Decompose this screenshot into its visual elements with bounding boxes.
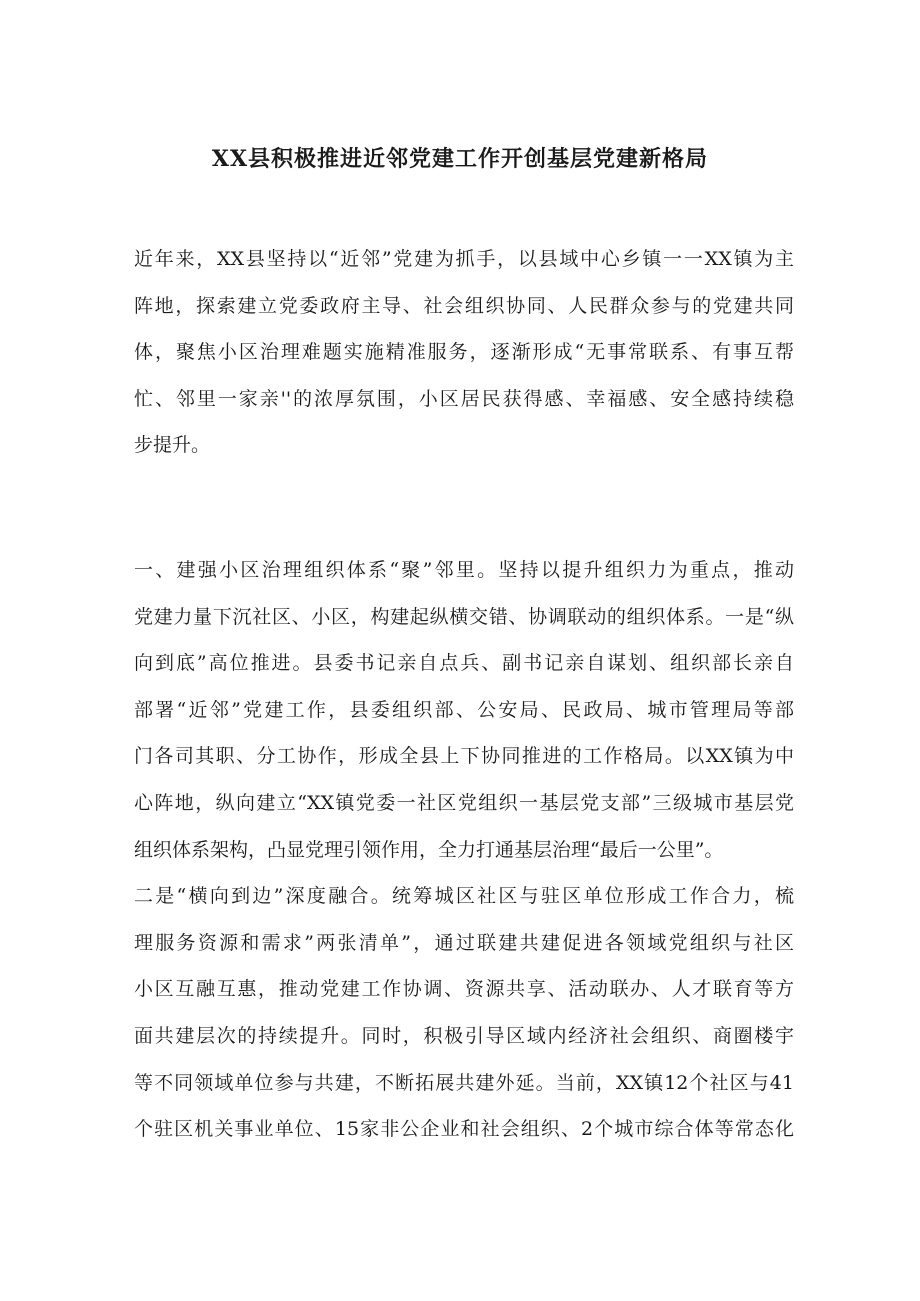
text-line: 阵地，探索建立党委政府主导、社会组织协同、人民群众参与的党建共同 <box>134 294 794 317</box>
paragraph-intro <box>134 236 794 469</box>
text-line: 近年来，XX县坚持以“近邻”党建为抓手，以县域中心乡镇一一XX镇为主 <box>134 248 794 270</box>
text-line: 小区互融互惠，推动党建工作协调、资源共享、活动联办、人才联育等方 <box>134 978 794 1001</box>
text-line: 向到底”高位推进。县委书记亲自点兵、副书记亲自谋划、组织部长亲自 <box>134 652 794 675</box>
text-line: 部署“近邻”党建工作，县委组织部、公安局、民政局、城市管理局等部 <box>134 698 794 721</box>
text-line: 理服务资源和需求”两张清单”，通过联建共建促进各领域党组织与社区 <box>134 931 794 954</box>
text-line: 一、建强小区治理组织体系“聚”邻里。坚持以提升组织力为重点，推动 <box>134 559 794 581</box>
text-line: 等不同领域单位参与共建，不断拓展共建外延。当前，XX镇12个社区与41 <box>134 1071 794 1094</box>
text-line: 组织体系架构，凸显党理引领作用，全力打通基层治理“最后一公里”。 <box>134 838 724 861</box>
text-line: 个驻区机关事业单位、15家非公企业和社会组织、2个城市综合体等常态化 <box>134 1118 794 1141</box>
text-line: 心阵地，纵向建立“XX镇党委一社区党组织一基层党支部”三级城市基层党 <box>134 791 794 814</box>
text-line: 步提升。 <box>134 434 211 457</box>
text-line: 党建力量下沉社区、小区，构建起纵横交错、协调联动的组织体系。一是“纵 <box>134 605 794 628</box>
text-line: 面共建层次的持续提升。同时，积极引导区域内经济社会组织、商圈楼宇 <box>134 1024 794 1047</box>
text-line: 二是“横向到边”深度融合。统筹城区社区与驻区单位形成工作合力，梳 <box>134 885 794 908</box>
document-title: XX县积极推进近邻党建工作开创基层党建新格局 <box>211 146 709 172</box>
text-line: 门各司其职、分工协作，形成全县上下协同推进的工作格局。以XX镇为中 <box>134 745 794 768</box>
text-line: 体，聚焦小区治理难题实施精准服务，逐渐形成“无事常联系、有事互帮 <box>134 341 794 364</box>
paragraph-section-one <box>134 547 794 1153</box>
text-line: 忙、邻里一家亲''的浓厚氛围，小区居民获得感、幸福感、安全感持续稳 <box>134 387 794 410</box>
